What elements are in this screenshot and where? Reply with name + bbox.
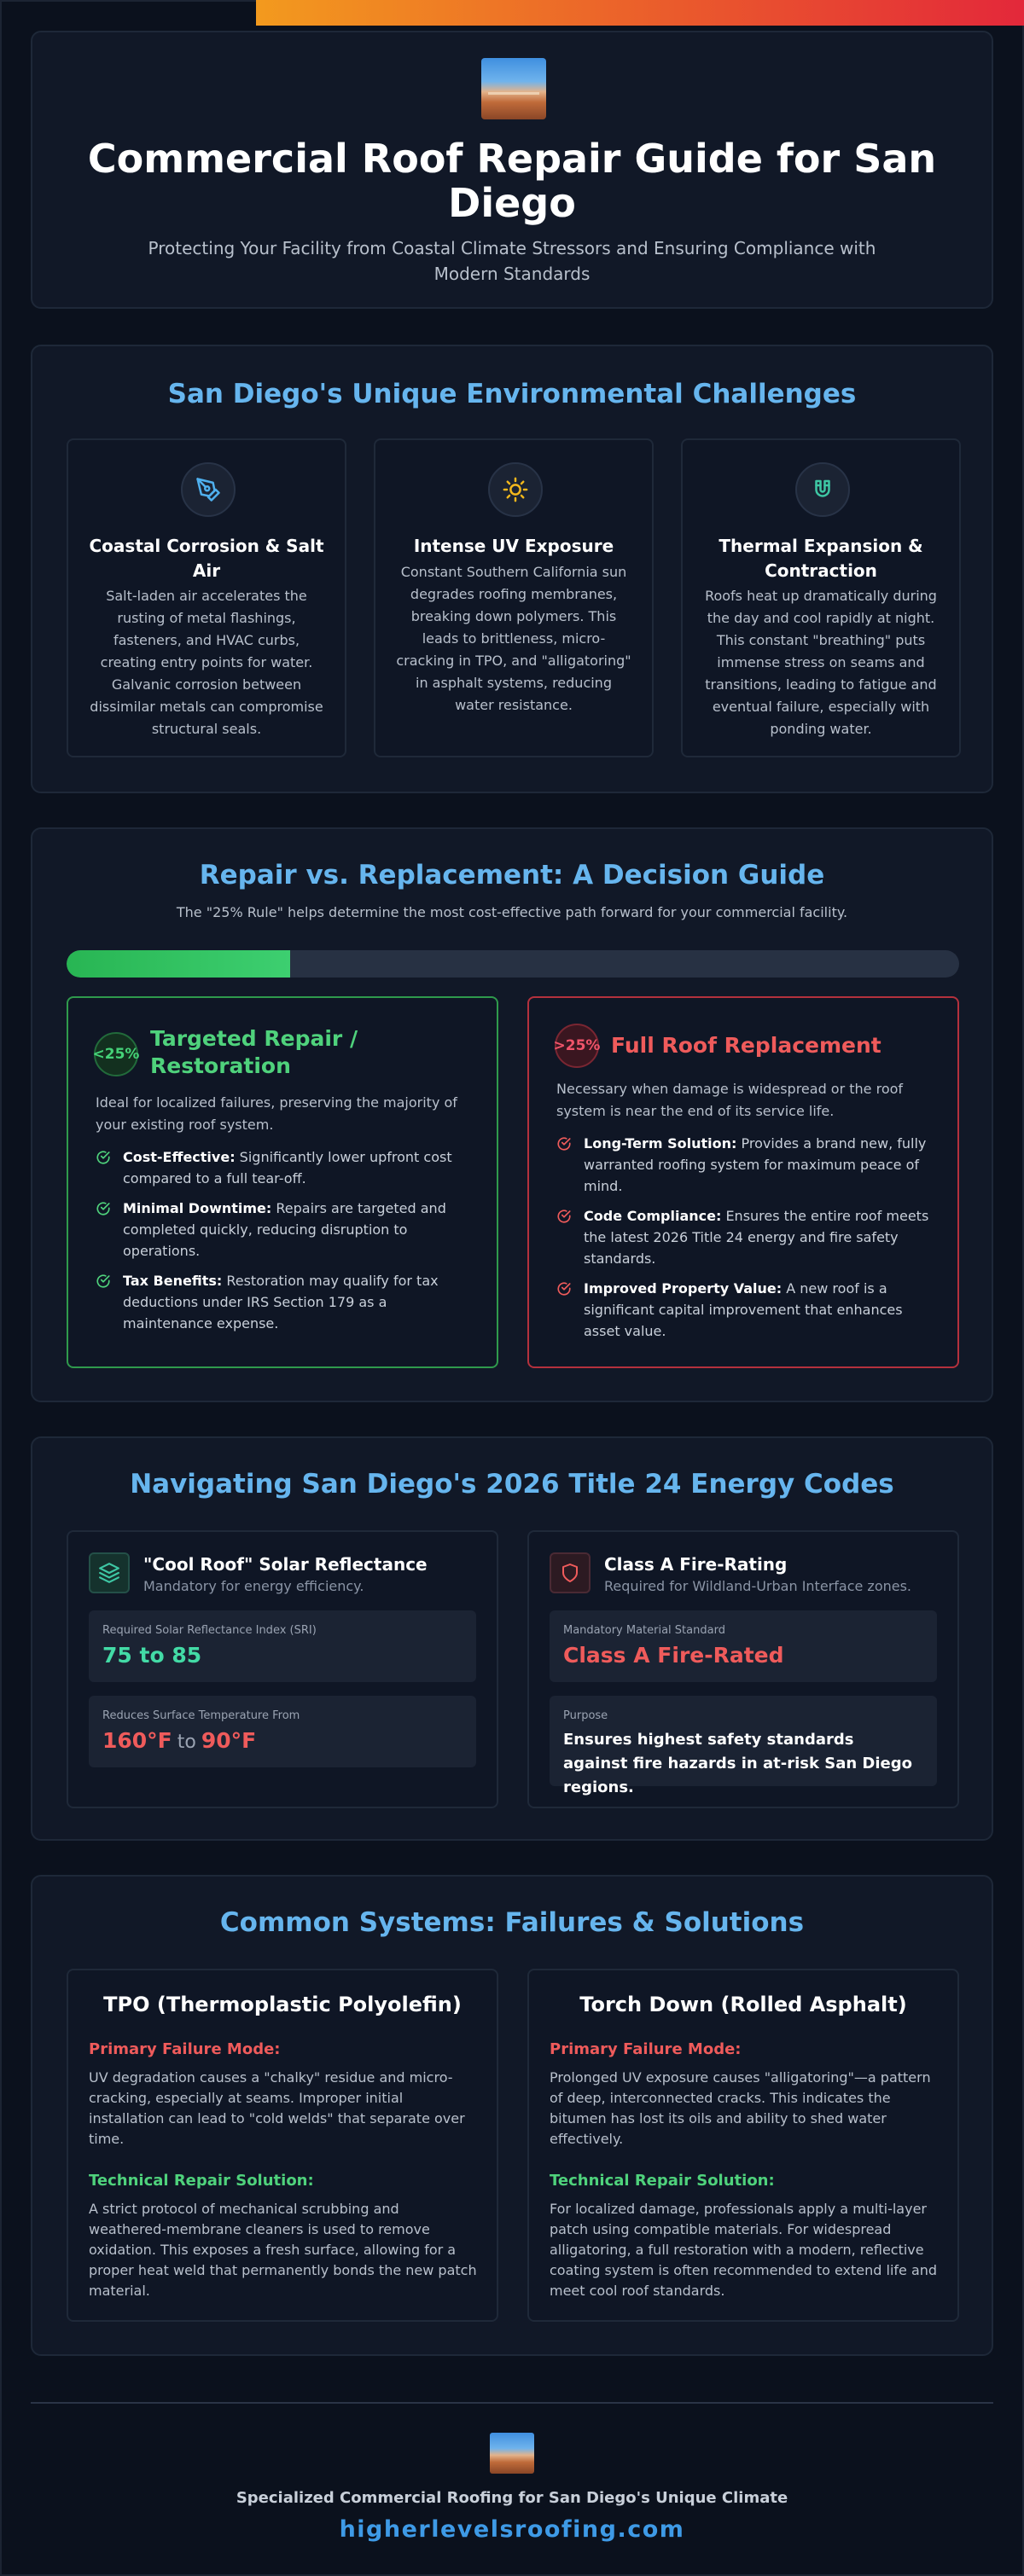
fire-rating-title: Class A Fire-Rating bbox=[604, 1554, 788, 1575]
challenge-title: Thermal Expansion & Contraction bbox=[719, 536, 923, 581]
list-item: Cost-Effective: Significantly lower upfront cost compared to a full tear-off. bbox=[96, 1146, 471, 1189]
threshold-progress-fill bbox=[67, 950, 290, 978]
challenge-card-thermal bbox=[681, 438, 961, 757]
failure-mode-heading: Primary Failure Mode: bbox=[89, 2040, 281, 2058]
failure-mode-heading: Primary Failure Mode: bbox=[550, 2040, 742, 2058]
replacement-option-desc: Necessary when damage is widespread or the roof system is near the end of its service life. bbox=[556, 1081, 904, 1119]
repair-threshold-badge: <25% bbox=[94, 1032, 138, 1076]
system-card-torch-down bbox=[527, 1969, 959, 2322]
cool-roof-note: Mandatory for energy efficiency. bbox=[143, 1578, 364, 1594]
check-circle-icon bbox=[96, 1150, 111, 1165]
check-circle-icon bbox=[556, 1281, 572, 1297]
purpose-stat bbox=[550, 1696, 937, 1796]
repair-benefit-list bbox=[96, 1146, 471, 1343]
footer-website-link[interactable]: higherlevelsroofing.com bbox=[339, 2516, 685, 2543]
challenge-card-coastal bbox=[67, 438, 346, 757]
challenge-text: Roofs heat up dramatically during the day and cool rapidly at night. This constant "breathing" puts immense stress on seams and transitions, leading to fatigue and eventual failure, especially with ponding water. bbox=[705, 588, 937, 737]
coastal-pen-icon bbox=[181, 462, 236, 517]
cool-roof-title: "Cool Roof" Solar Reflectance bbox=[143, 1554, 428, 1575]
repair-solution-heading: Technical Repair Solution: bbox=[550, 2172, 775, 2190]
footer-divider bbox=[31, 2402, 993, 2404]
repair-option-desc: Ideal for localized failures, preserving the majority of your existing roof system. bbox=[96, 1094, 457, 1133]
temperature-stat bbox=[89, 1696, 476, 1767]
repair-option-title: Targeted Repair / Restoration bbox=[150, 1026, 358, 1078]
section-title: Repair vs. Replacement: A Decision Guide bbox=[199, 860, 825, 891]
hero-roof-image bbox=[481, 58, 546, 119]
list-item: Tax Benefits: Restoration may qualify for tax deductions under IRS Section 179 as a maintenance expense. bbox=[96, 1270, 471, 1334]
list-item: Minimal Downtime: Repairs are targeted and completed quickly, reducing disruption to operations. bbox=[96, 1198, 471, 1262]
hero-section bbox=[31, 31, 993, 309]
section-title: Navigating San Diego's 2026 Title 24 Energy Codes bbox=[130, 1469, 894, 1500]
repair-solution-heading: Technical Repair Solution: bbox=[89, 2172, 314, 2190]
sri-stat bbox=[89, 1610, 476, 1682]
section-subtitle: The "25% Rule" helps determine the most cost-effective path forward for your commercial facility. bbox=[176, 904, 848, 920]
system-title: TPO (Thermoplastic Polyolefin) bbox=[103, 1993, 462, 2016]
failure-mode-text: Prolonged UV exposure causes "alligatoring"—a pattern of deep, interconnected cracks. This indicates the bitumen has lost its oils and ability to shed water effectively. bbox=[550, 2069, 931, 2147]
cool-roof-card bbox=[67, 1530, 498, 1808]
repair-solution-text: For localized damage, professionals apply a multi-layer patch using compatible materials. For widespread alligatoring, a full restoration with a modern, reflective coating system is often recommended to extend life and meet cool roof standards. bbox=[550, 2201, 938, 2299]
section-title: San Diego's Unique Environmental Challenges bbox=[167, 379, 857, 409]
challenge-card-uv bbox=[374, 438, 654, 757]
check-circle-icon bbox=[556, 1136, 572, 1152]
systems-section bbox=[31, 1875, 993, 2356]
system-card-tpo bbox=[67, 1969, 498, 2322]
failure-mode-text: UV degradation causes a "chalky" residue and micro-cracking, especially at seams. Improper initial installation can lead to "cold welds" that separate over time. bbox=[89, 2069, 465, 2147]
magnet-icon bbox=[795, 462, 850, 517]
sri-label: Required Solar Reflectance Index (SRI) bbox=[102, 1624, 317, 1637]
page-title: Commercial Roof Repair Guide for San Diego bbox=[87, 136, 937, 226]
system-title: Torch Down (Rolled Asphalt) bbox=[579, 1993, 907, 2016]
repair-solution-text: A strict protocol of mechanical scrubbing and weathered-membrane cleaners is used to remove oxidation. This exposes a fresh surface, allowing for a proper heat weld that permanently bonds the new patch material. bbox=[89, 2201, 477, 2299]
challenge-title: Coastal Corrosion & Salt Air bbox=[89, 536, 324, 581]
footer-tagline: Specialized Commercial Roofing for San Diego's Unique Climate bbox=[236, 2489, 788, 2507]
shield-icon bbox=[550, 1552, 591, 1593]
challenge-text: Salt-laden air accelerates the rusting of metal flashings, fasteners, and HVAC curbs, creating entry points for water. Galvanic corrosion between dissimilar metals can compromise structural seals. bbox=[90, 588, 323, 737]
check-circle-icon bbox=[556, 1209, 572, 1224]
material-standard-stat bbox=[550, 1610, 937, 1682]
title24-section bbox=[31, 1436, 993, 1841]
purpose-text: Ensures highest safety standards against fire hazards in at-risk San Diego regions. bbox=[563, 1731, 912, 1796]
fire-rating-note: Required for Wildland-Urban Interface zones. bbox=[604, 1578, 912, 1594]
page-subtitle: Protecting Your Facility from Coastal Climate Stressors and Ensuring Compliance with Modern Standards bbox=[148, 238, 876, 284]
material-standard-label: Mandatory Material Standard bbox=[563, 1624, 725, 1637]
layers-icon bbox=[89, 1552, 130, 1593]
challenges-section bbox=[31, 345, 993, 793]
check-circle-icon bbox=[96, 1201, 111, 1216]
temperature-label: Reduces Surface Temperature From bbox=[102, 1709, 300, 1722]
check-circle-icon bbox=[96, 1273, 111, 1289]
threshold-progress-bar bbox=[67, 950, 959, 978]
list-item: Improved Property Value: A new roof is a significant capital improvement that enhances asset value. bbox=[556, 1278, 932, 1342]
challenge-text: Constant Southern California sun degrades roofing membranes, breaking down polymers. This leads to brittleness, micro-cracking in TPO, and "alligatoring" in asphalt systems, reducing water resistance. bbox=[396, 564, 631, 713]
temperature-value: 160°F to 90°F bbox=[102, 1728, 257, 1753]
material-standard-value: Class A Fire-Rated bbox=[563, 1643, 784, 1668]
purpose-label: Purpose bbox=[563, 1709, 608, 1722]
repair-vs-replacement-section bbox=[31, 827, 993, 1402]
challenge-title: Intense UV Exposure bbox=[413, 536, 614, 556]
replacement-option-title: Full Roof Replacement bbox=[611, 1033, 881, 1058]
list-item: Long-Term Solution: Provides a brand new, fully warranted roofing system for maximum peace of mind. bbox=[556, 1133, 932, 1197]
sun-icon bbox=[488, 462, 543, 517]
sri-value: 75 to 85 bbox=[102, 1643, 202, 1668]
footer-roof-image bbox=[490, 2433, 534, 2474]
top-accent-bar bbox=[256, 0, 1024, 26]
replacement-benefit-list bbox=[556, 1133, 932, 1350]
replacement-threshold-badge: >25% bbox=[555, 1024, 599, 1068]
fire-rating-card bbox=[527, 1530, 959, 1808]
repair-option-card bbox=[67, 996, 498, 1368]
replacement-option-card bbox=[527, 996, 959, 1368]
section-title: Common Systems: Failures & Solutions bbox=[219, 1907, 805, 1938]
list-item: Code Compliance: Ensures the entire roof meets the latest 2026 Title 24 energy and fire safety standards. bbox=[556, 1205, 932, 1269]
